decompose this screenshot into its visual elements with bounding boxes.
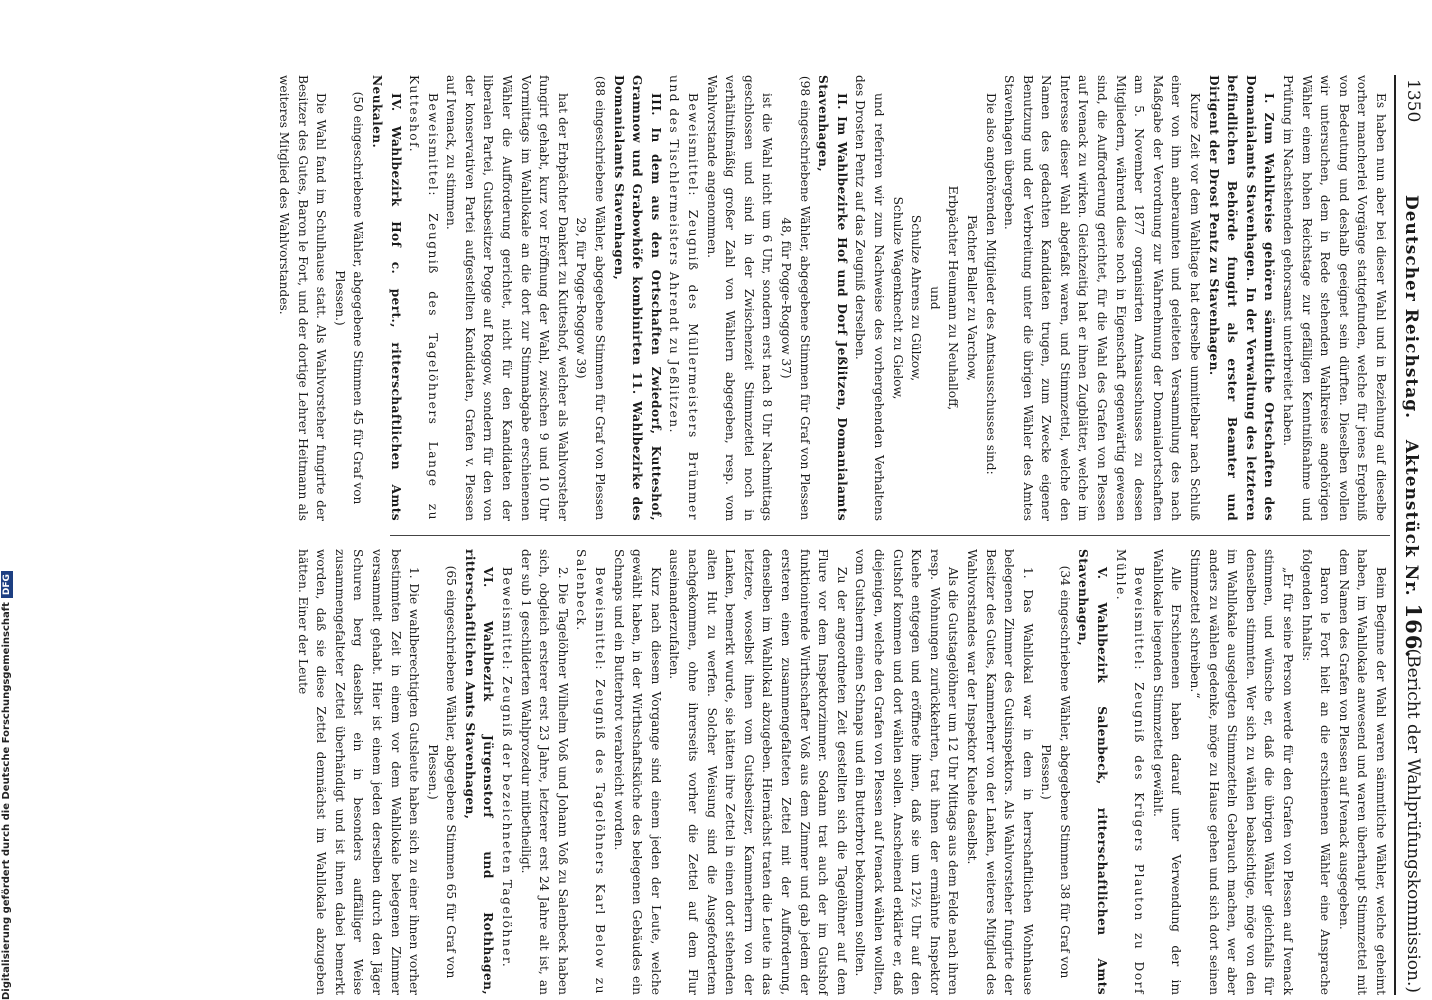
paragraph: VI. Wahlbezirk Jürgenstorf und Rothhagen, ritterschaftlichen Amts Stavenhagen, [462,549,496,995]
paragraph: Kurz nach diesem Vorgange sind einem jeden der Leute, welche gewählt haben, in der Wirthschaftsküche des belegenen Gebäudes ein Schnaps und ein Butterbrot verabreicht worden. [611,549,663,995]
footer-note [0,20,14,1000]
dfg-logo: DFG [1,571,13,598]
paragraph: Die Wahl fand im Schulhause statt. Als Wahlvorsteher fungirte der Besitzer des Gutes, Baron le Fort, und der dortige Lehrer Heitmann als weiteres Mitglied des Wahlvorstandes. [276,75,329,521]
paragraph: Beweismittel: Zeugniß der bezeichneten Tagelöhner. [500,567,515,969]
paragraph: Beweismittel: Zeugniß des Müllermeisters Brümmer und des Tischlermeisters Ahrendt zu Jeßlitzen. [667,75,701,521]
footer-text: Digitalisierung gefördert durch die Deutsche Forschungsgemeinschaft [1,602,12,1000]
paragraph: Schulze Ahrens zu Gülzow, [909,214,924,382]
paragraph: 1. Das Wahllokal war in dem in herrschaftlichen Wohnhause belegenen Zimmer des Gutsinspektors. Als Wahlvorsteher fungirte der Besitzer des Gutes, Kammerherr von der Lanken, weiteres Mitglied des Wahlvorstandes war der Inspektor Kuehe daselbst. [964,549,1035,995]
paragraph: Kurze Zeit vor dem Wahltage hat derselbe unmittelbar nach Schluß einer von ihm anberaumten und geleiteten Versammlung des nach Maßgabe der Verordnung zur Wahrnehmung der Domanialortschaften am 5. November 1877 organisirten Amtsausschusses zu dessen Mitgliedern, während diese noch in Eigenschaft gegenwärtig gewesen sind, die Aufforderung gerichtet, für die Wahl des Grafen von Plessen auf Ivenack zu wirken. Gleichzeitig hat er ihnen Zugblätter, welche im Interesse dieser Wahl abgefaßt waren, und Stimmzettel, welche den Namen des gedachten Kandidaten trugen, zum Zwecke eigener Benutzung und der Verbreitung unter die übrigen Wähler des Amtes Stavenhagen übergeben. [1002,75,1203,521]
paragraph: Beweismittel: Zeugniß des Krügers Plauton zu Dorf Mühle. [1113,549,1147,995]
paragraph: „Er für seine Person werde für den Grafen von Plessen auf Ivenack stimmen, und wünsche er, daß die übrigen Wähler gleichfalls für denselben stimmten. Wer sich zu wählen beabsichtige, möge von den im Wahllokale ausgelegten Stimmzetteln Gebrauch machen, wer aber anders zu wählen gedenke, möge zu Hause gehen und sich dort seinen Stimmzettel schreiben.“ [1188,549,1296,995]
paragraph: 1. Die wahlberechtigten Gutsleute haben sich zu einer ihnen vorher bestimmten Zeit in einem vor dem Wahllokale belegenen Zimmer versammelt gehabt. Hier ist einem jeden derselben durch den Jäger Schuren berg daselbst ein in besonders auffälliger Weise zusammengefalteter Zettel überhändigt und ist ihnen dabei bemerkt worden, daß sie diese Zettel demnächst im Wahllokale abzugeben hätten. Einer der Leute [295,549,422,995]
header-section: (Bericht der Wahlprüfungskommission.) [1403,648,1423,993]
left-column [274,75,1390,521]
paragraph: ist die Wahl nicht um 6 Uhr, sondern erst nach 8 Uhr Nachmittags geschlossen und sind in der Zwischenzeit Stimmzettel noch in verhältnißmäßig großer Zahl von Wählern abgegeben, resp. vom Wahlvorstande angenommen. [704,75,775,521]
page-header [1394,75,1430,995]
aktenstueck-label: Aktenstück Nr. [1401,439,1421,597]
paragraph: Alle Erschienenen haben darauf unter Verwendung der im Wahllokale liegenden Stimmzettel gewählt. [1150,549,1184,995]
paragraph: (50 eingeschriebene Wähler, abgegebene Stimmen 45 für Graf von Plessen.) [332,91,366,505]
paragraph: und referiren wir zum Nachweise des vorhergehenden Verhaltens des Drosten Pentz auf das Zeugniß derselben. [853,75,886,521]
paragraph: V. Wahlbezirk Salenbeck, ritterschaftlichen Amts Stavenhagen, [1076,549,1110,995]
paragraph: Baron le Fort hielt an die erschienenen Wähler eine Ansprache folgenden Inhalts: [1299,549,1333,995]
paragraph: Als die Gutstagelöhner um 12 Uhr Mittags aus dem Felde nach ihren resp. Wohnungen zurückkehrten, trat ihnen der ermähnte Inspektor Kuehe entgegen und eröffnete ihnen, daß sie um 12½ Uhr auf den Gutshof kommen und dort wählen sollen. Anscheinend erklärte er, daß diejenigen, welche den Grafen von Plessen auf Ivenack wählen wollten, vom Gutsherrn einen Schnaps und ein Butterbrot bekommen sollten. [853,549,961,995]
paragraph: (98 eingeschriebene Wähler, abgegebene Stimmen für Graf von Plessen 48, für Pogge-Roggow 37) [779,75,812,521]
paragraph: Erbpächter Heumann zu Neuhalloff, [946,185,961,411]
paragraph: (88 eingeschriebene Wähler, abgegebene Stimmen für Graf von Plessen 29, für Pogge-Roggow 39) [574,75,608,521]
paragraph: Die also angehörenden Mitglieder des Amtsausschusses sind: [983,93,998,475]
header-title [1394,195,1430,659]
paragraph: IV. Wahlbezirk Hof c. pert., ritterschaftlichen Amts Neukalen. [369,75,403,521]
rotated-document [122,75,1430,995]
paragraph: I. Zum Wahlkreise gehören sämmtliche Ortschaften des Domanialamts Stavenhagen. In der Verwaltung des letzteren befindlichen Behörde fungirt als erster Beamter und Dirigent der Drost Pentz zu Stavenhagen. [1206,75,1277,521]
paragraph: und [927,286,942,310]
reichstag-title: Deutscher Reichstag. [1401,195,1421,420]
paragraph: Beweismittel: Zeugniß des Tagelöhners Lange zu Kutteshof. [407,75,440,521]
paragraph: Pächter Baller zu Varchow, [964,214,979,382]
paragraph: Beweismittel: Zeugniß des Tagelöhners Karl Below zu Salenbeck. [574,549,608,995]
paragraph: Beim Beginne der Wahl waren sämmtliche Wähler, welche geheimt haben, im Wahllokale anwesend und waren überhaupt Stimmzettel mit dem Namen des Grafen von Plessen auf Ivenack ausgegeben. [1336,549,1388,995]
aktenstueck-number: 166. [1401,603,1426,659]
page-number: 1350 [1403,79,1423,123]
paragraph: (34 eingeschriebene Wähler, abgegebene Stimmen 38 für Graf von Plessen.) [1039,565,1072,979]
paragraph: Schulze Wagenknecht zu Gielow, [890,196,905,400]
paragraph: 2. Die Tagelöhner Wilhelm Voß und Johann Voß zu Salenbeck haben sich, obgleich ersterer erst 23 Jahre, letzterer erst 24 Jahre alt ist, an der sub 1 geschilderten Wahlprozedur mitbetheiligt. [518,549,570,995]
right-column [293,549,1390,995]
paragraph: II. Im Wahlbezirke Hof und Dorf Jeßlitzen, Domanialamts Stavenhagen, [816,75,849,521]
paragraph: III. In dem aus den Ortschaften Zwiedorf, Kutteshof, Gramnow und Grabowhöfe kombinirten 11. Wahlbezirke des Domanialamts Stavenhagen, [611,75,663,521]
paragraph: hat der Erbpächter Dankert zu Kutteshof, welcher als Wahlvorsteher fungirt gehabt, kurz vor Eröffnung der Wahl, zwischen 9 und 10 Uhr Vormittags im Wahllokale an die dort zur Stimmabgabe erschienenen Wähler die Aufforderung gerichtet, nicht für den Kandidaten der liberalen Partei, Gutsbesitzer Pogge auf Roggow, sondern für den von der konservativen Partei aufgestellten Kandidaten, Grafen v. Plessen auf Ivenack, zu stimmen. [444,75,570,521]
paragraph: Es haben nun aber bei dieser Wahl und in Beziehung auf dieselbe vorher mancherlei Vorgänge stattgefunden, welche für jenes Ergebniß von Bedeutung und deshalb geeignet sein dürften. Dieselben wollen wir untersuchen, dem in Rede stehenden Wahlkreise angehörigen Wähler einem hohen Reichstage zur gefälligen Kenntnißnahme und Prüfung im Nachstehenden gehorsamst unterbreitet haben. [1281,75,1388,521]
paragraph: Zu der angeordneten Zeit gestellten sich die Tagelöhner auf dem Flure vor dem Inspektorzimmer. Sodann trat auch der im Gutshof funktionirende Wirthschafter Voß aus dem Zimmer und gab jedem der ersteren einen zusammengefalteten Zettel mit der Aufforderung, denselben im Wahllokal abzugeben. Hiernächst traten die Leute in das letztere, woselbst ihnen vom Gutsbesitzer, Kammerherrn von der Lanken, bemerkt wurde, sie hätten ihre Zettel in einen dort stehenden alten Hut zu werfen. Solcher Weisung sind die Ausgefordertem nachgekommen, ohne ihrerseits vorher die Zettel auf dem Flur auseinanderzufalten. [667,549,849,995]
paragraph: (65 eingeschriebene Wähler, abgegebene Stimmen 65 für Graf von Plessen.) [425,565,459,979]
column-divider [390,535,1390,536]
